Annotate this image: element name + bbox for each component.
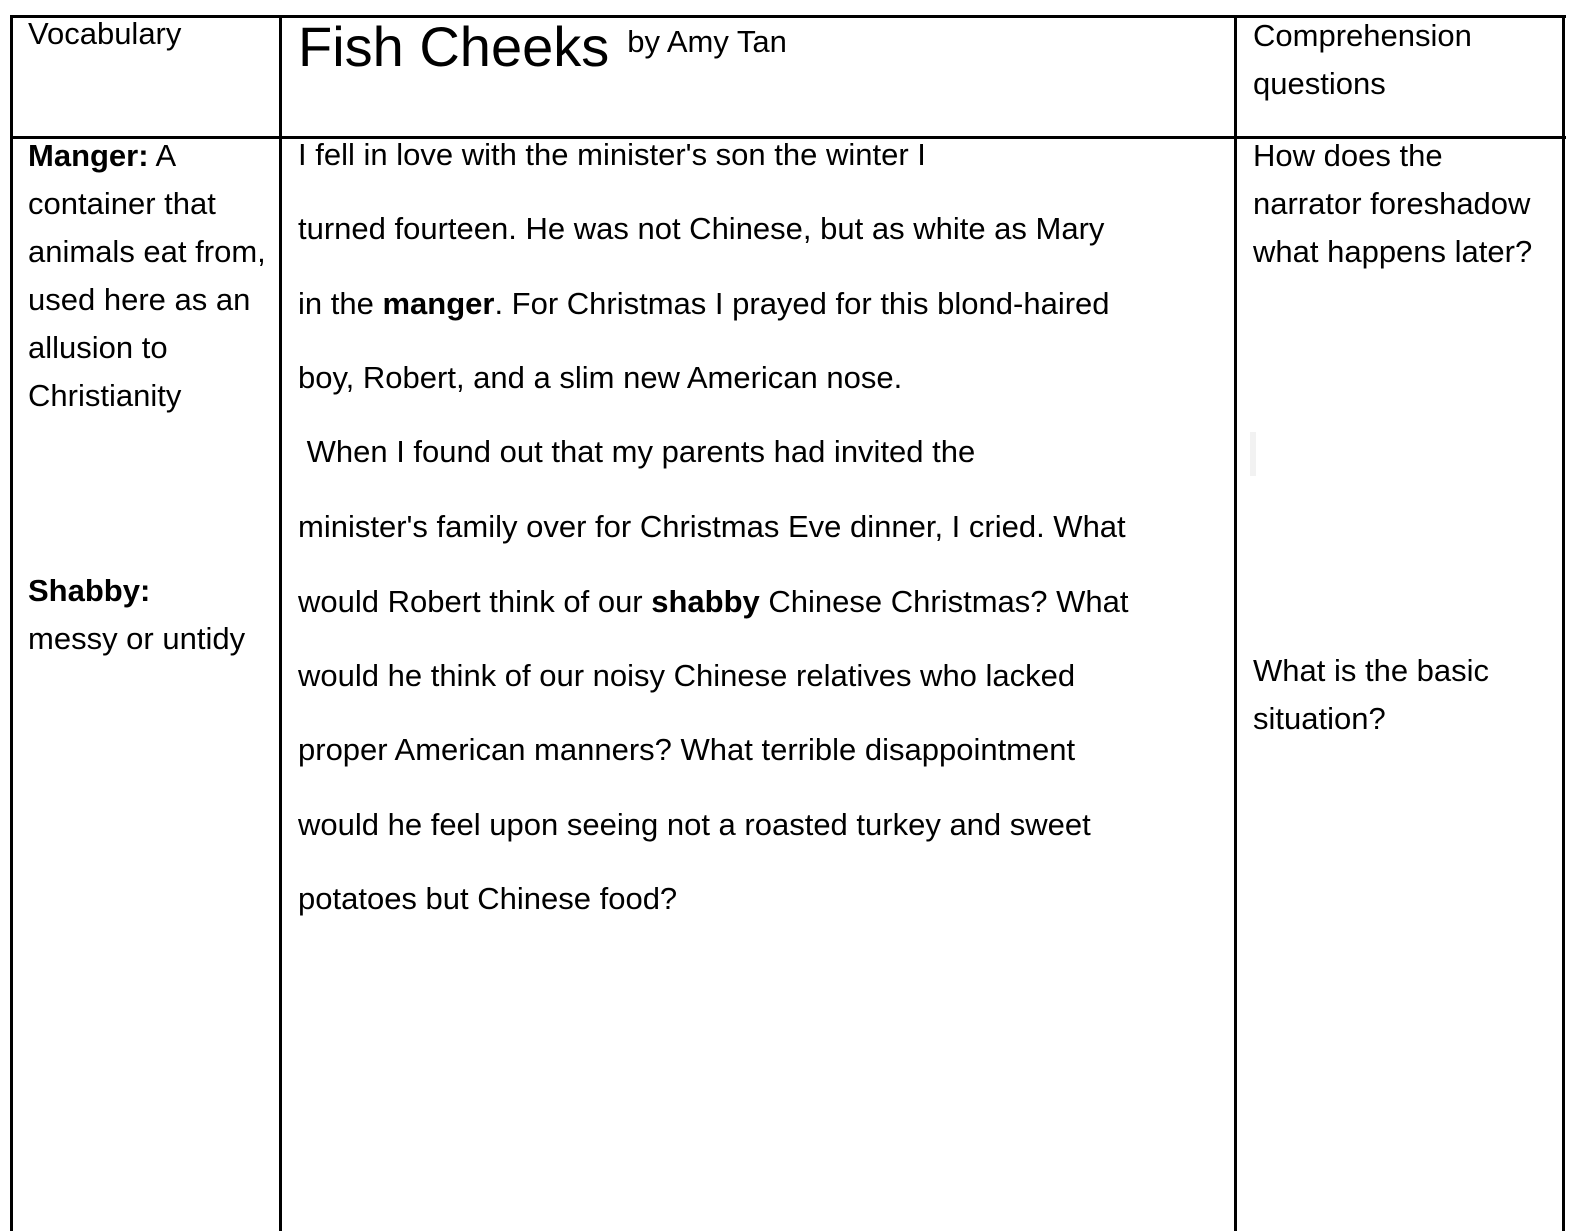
vocab-term: Manger: <box>28 138 149 173</box>
vocab-entry-manger <box>28 132 273 420</box>
story-line: When I found out that my parents had invited the <box>298 434 976 469</box>
vocab-highlight-shabby: shabby <box>651 584 760 619</box>
story-line: would Robert think of our shabby Chinese Christmas? What <box>298 584 1129 619</box>
vocab-entry-shabby <box>28 567 273 663</box>
story-line: in the manger. For Christmas I prayed for this blond-haired <box>298 286 1110 321</box>
story-line: I fell in love with the minister's son the winter I <box>298 137 926 172</box>
story-line: would he think of our noisy Chinese relatives who lacked <box>298 658 1076 693</box>
vocab-term: Shabby: <box>28 573 151 608</box>
column-divider-story <box>1234 15 1237 1231</box>
vocab-definition: messy or untidy <box>28 621 246 656</box>
text-cursor-mark <box>1250 432 1256 476</box>
comprehension-question: What is the basic situation? <box>1253 653 1490 736</box>
story-line: boy, Robert, and a slim new American nose. <box>298 360 903 395</box>
story-line: minister's family over for Christmas Eve dinner, I cried. What <box>298 509 1126 544</box>
story-line: would he feel upon seeing not a roasted turkey and sweet <box>298 807 1091 842</box>
story-title-block <box>298 12 787 82</box>
vocab-highlight-manger: manger <box>382 286 495 321</box>
story-title: Fish Cheeks <box>298 15 610 78</box>
story-line: turned fourteen. He was not Chinese, but as white as Mary <box>298 211 1105 246</box>
story-line: proper American manners? What terrible disappointment <box>298 732 1076 767</box>
table-border-left <box>10 15 13 1231</box>
comprehension-question: How does the narrator foreshadow what happens later? <box>1253 138 1533 269</box>
table-border-right <box>1562 15 1565 1231</box>
vocab-definition: A container that animals eat from, used here as an allusion to Christianity <box>28 138 266 413</box>
column-divider-vocab <box>279 15 282 1231</box>
vocabulary-header: Vocabulary <box>28 16 182 51</box>
story-byline: by Amy Tan <box>627 24 787 59</box>
comprehension-header: Comprehension questions <box>1253 18 1472 101</box>
story-line: potatoes but Chinese food? <box>298 881 678 916</box>
